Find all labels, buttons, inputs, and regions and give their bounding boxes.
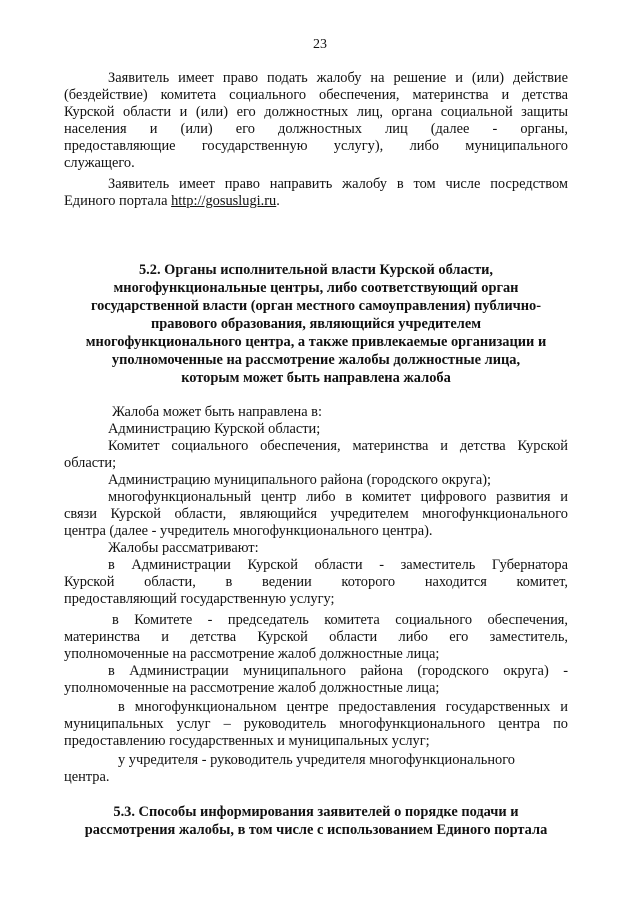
body-line: Администрацию Курской области; [108, 421, 321, 437]
section-heading-line: многофункциональные центры, либо соответствующий орган [113, 280, 519, 296]
gosuslugi-link[interactable]: http://gosuslugi.ru [171, 193, 277, 209]
section-heading-line: рассмотрения жалобы, в том числе с использованием Единого портала [84, 822, 548, 838]
text-span: Единого портала [64, 193, 172, 209]
body-line: уполномоченные на рассмотрение жалоб должностные лица; [64, 680, 440, 696]
body-line: в Администрации муниципального района (городского округа) - [108, 663, 568, 679]
body-line: центра. [64, 769, 110, 785]
section-heading-line: государственной власти (орган местного самоуправления) публично- [90, 298, 542, 314]
body-line: Жалобы рассматривают: [108, 540, 259, 556]
paragraph-line: (бездействие) комитета социального обеспечения, материнства и детства [64, 87, 568, 103]
body-line: Курской области, в ведении которого находится комитет, [64, 574, 568, 590]
section-heading-line: уполномоченные на рассмотрение жалобы должностные лица, [111, 352, 521, 368]
body-line: уполномоченные на рассмотрение жалоб должностные лица; [64, 646, 440, 662]
body-line: Администрацию муниципального района (городского округа); [108, 472, 492, 488]
section-heading-line: многофункционального центра, а также привлекаемые организации и [85, 334, 547, 350]
body-line: муниципальных услуг – руководитель многофункционального центра по [64, 716, 568, 732]
body-line: в Комитете - председатель комитета социального обеспечения, [112, 612, 568, 628]
section-heading-line: правового образования, являющийся учредителем [150, 316, 482, 332]
body-line: у учредителя - руководитель учредителя многофункционального [118, 752, 515, 768]
paragraph-line [64, 193, 280, 210]
paragraph-line: служащего. [64, 155, 135, 171]
body-line: области; [64, 455, 117, 471]
body-line: в Администрации Курской области - заместитель Губернатора [108, 557, 568, 573]
body-line: Жалоба может быть направлена в: [112, 404, 322, 420]
body-line: Комитет социального обеспечения, материнства и детства Курской [108, 438, 568, 454]
body-line: предоставлению государственных и муниципальных услуг; [64, 733, 430, 749]
text-span: . [276, 193, 280, 209]
paragraph-line: предоставляющие государственную услугу), либо муниципального [64, 138, 568, 154]
body-line: материнства и детства Курской области либо его заместитель, [64, 629, 568, 645]
paragraph-line: Заявитель имеет право подать жалобу на решение и (или) действие [108, 70, 568, 86]
section-heading-line: которым может быть направлена жалоба [181, 370, 451, 386]
body-line: связи Курской области, являющийся учредителем многофункционального [64, 506, 568, 522]
paragraph-line: Курской области и (или) его должностных лиц, органа социальной защиты [64, 104, 568, 120]
body-line: предоставляющий государственную услугу; [64, 591, 335, 607]
body-line: центра (далее - учредитель многофункционального центра). [64, 523, 433, 539]
paragraph-line: населения и (или) его должностных лиц (далее - органы, [64, 121, 568, 137]
section-heading-line: 5.3. Способы информирования заявителей о порядке подачи и [113, 804, 519, 820]
body-line: в многофункциональном центре предоставления государственных и [118, 699, 568, 715]
paragraph-line: Заявитель имеет право направить жалобу в том числе посредством [108, 176, 568, 192]
section-heading-line: 5.2. Органы исполнительной власти Курской области, [138, 262, 494, 278]
page-number: 23 [313, 37, 327, 52]
body-line: многофункциональный центр либо в комитет цифрового развития и [108, 489, 568, 505]
